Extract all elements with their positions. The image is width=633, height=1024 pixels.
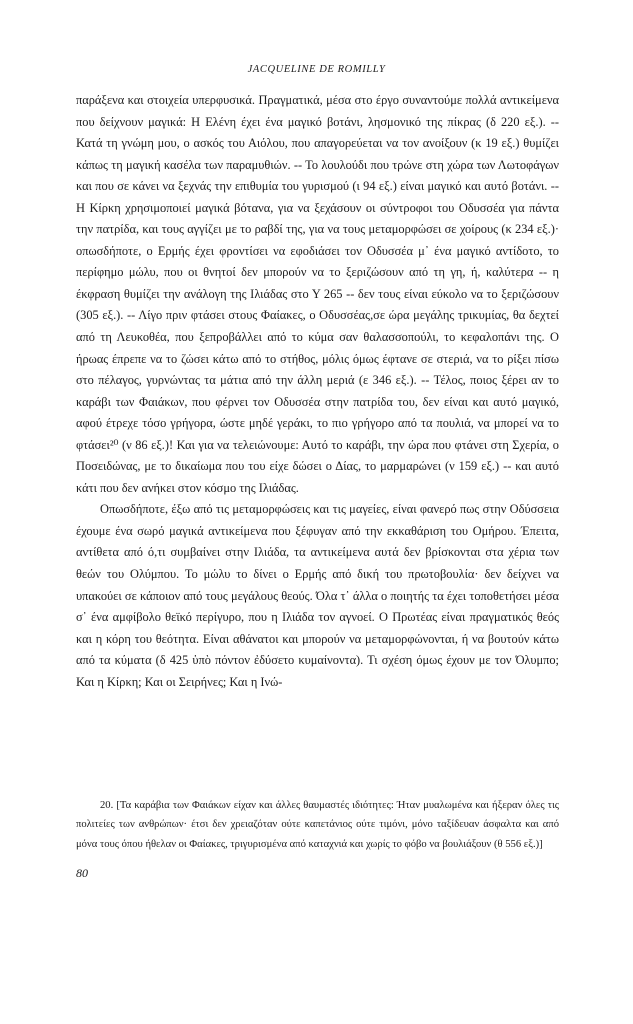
main-text [76,90,559,693]
running-head: JACQUELINE DE ROMILLY [247,64,386,75]
footnote-text: 20. [Τα καράβια των Φαιάκων είχαν και άλλες θαυμαστές ιδιότητες: Ήταν μυαλωμένα και ήξεραν όλες τις πολιτείες των ανθρώπων· έτσι δεν χρειαζόταν ούτε καπετάνιος ούτε τιμόνι, μόνο ταξίδευαν άσφαλτα και από μόνα τους όπου ήθελαν οι Φαίακες, τριγυρισμένα από καταχνιά και χωρίς το φόβο να βουλιάξουν (θ 556 εξ.)] [76,800,559,850]
paragraph-1: παράξενα και στοιχεία υπερφυσικά. Πραγματικά, μέσα στο έργο συναντούμε πολλά αντικείμενα που δείχνουν μαγικά: Η Ελένη έχει ένα μαγικό βοτάνι, λησμονικό της πίκρας (δ 220 εξ.). -- Κατά τη γνώμη μου, ο ασκός του Αιόλου, που απαγορεύεται να τον ανοίξουν (κ 19 εξ.) θυμίζει κάπως τη μαγική κασέλα των παραμυθιών. -- Το λουλούδι που τρώνε στη χώρα των Λωτοφάγων και που σε κάνει να ξεχνάς την επιθυμία του γυρισμού (ι 94 εξ.) είναι μαγικό και αυτό βοτάνι. -- Η Κίρκη χρησιμοποιεί μαγικά βότανα, για να ξεχάσουν οι σύντροφοι του Οδυσσέα για πάντα την πατρίδα, και τους αγγίζει με το ραβδί της, για να τους μεταμορφώσει σε χοίρους (κ 234 εξ.)· οπωσδήποτε, ο Ερμής έχει φροντίσει να εφοδιάσει τον Οδυσσέα μ᾿ ένα μαγικό αντίδοτο, το περίφημο μώλυ, που οι θνητοί δεν μπορούν να το ξεριζώσουν από τη γη, ή, καλύτερα -- η έκφραση θυμίζει την ανάλογη της Ιλιάδας στο Υ 265 -- δεν τους είναι εύκολο να το ξεριζώσουν (305 εξ.). -- Λίγο πριν φτάσει στους Φαίακες, ο Οδυσσέας,σε ώρα μεγάλης τρικυμίας, θα δεχτεί από τη Λευκοθέα, που ξεπροβάλλει από το κύμα σαν θαλασσοπούλι, το κεφαλοπάνι της. Ο ήρωας έπρεπε να το ζώσει κάτω από το στήθος, μόλις όμως έφτανε σε στεριά, να το ρίξει πίσω στο πέλαγος, γυρνώντας τα μάτια από την άλλη μεριά (ε 346 εξ.). -- Τέλος, ποιος ξέρει αν το καράβι των Φαιάκων, που φέρνει τον Οδυσσέα στην πατρίδα του, δεν είναι και αυτό μαγικό, αφού έτρεχε τόσο γρήγορα, ώστε μηδέ γεράκι, το πιο γρήγορο από τα πουλιά, να μπορεί να το φτάσει²⁰ (ν 86 εξ.)! Και για να τελειώνουμε: Αυτό το καράβι, την ώρα που φτάνει στη Σχερία, ο Ποσειδώνας, με το δικαίωμα που του είχε δώσει ο Δίας, το μαρμαρώνει (ν 159 εξ.) -- και αυτό κάτι που δεν ανήκει στον κόσμο της Ιλιάδας. [76,93,559,495]
paragraph-2: Οπωσδήποτε, έξω από τις μεταμορφώσεις και τις μαγείες, είναι φανερό πως στην Οδύσσεια έχουμε ένα σωρό μαγικά αντικείμενα που ξέφυγαν από την εκκαθάριση του Ομήρου. Έπειτα, αντίθετα από ό,τι συμβαίνει στην Ιλιάδα, τα αντικείμενα αυτά δεν βρίσκονται στα χέρια των θεών του Ολύμπου. Το μώλυ το δίνει ο Ερμής από δική του πρωτοβουλία· δεν δείχνει να υπακούει σε κάποιον από τους μεγάλους θεούς. Όλα τ᾿ άλλα ο ποιητής τα έχει τοποθετήσει μέσα σ᾿ ένα αμφίβολο θεϊκό περίγυρο, που η Ιλιάδα τον αγνοεί. Ο Πρωτέας είναι πραγματικός θεός και η κόρη του θεότητα. Είναι αθάνατοι και μπορούν να μεταμορφώνονται, ή να βουτούν κάτω από τα κύματα (δ 425 ὑπὸ πόντον ἐδύσετο κυμαίνοντα). Τι σχέση όμως έχουν με τον Όλυμπο; Και η Κίρκη; Και οι Σειρήνες; Και η Ινώ- [76,502,559,689]
page-number: 80 [76,866,88,880]
footnote [76,796,559,854]
